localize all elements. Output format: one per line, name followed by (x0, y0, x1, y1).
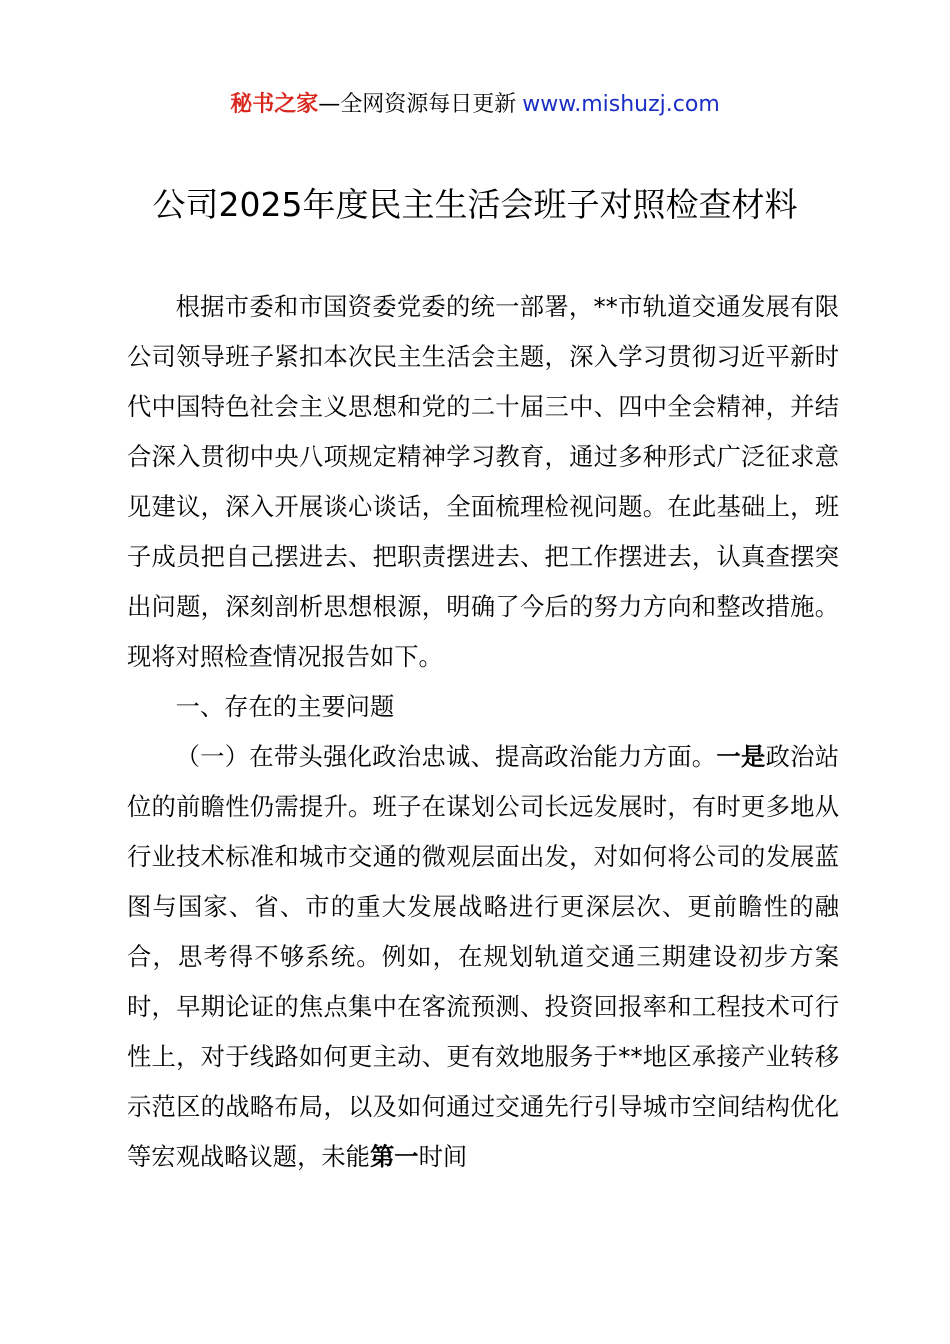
intro-paragraph: 根据市委和市国资委党委的统一部署，**市轨道交通发展有限公司领导班子紧扣本次民主生活会主题，深入学习贯彻习近平新时代中国特色社会主义思想和党的二十届三中、四中全会精神，并结合深入贯彻中央八项规定精神学习教育，通过多种形式广泛征求意见建议，深入开展谈心谈话，全面梳理检视问题。在此基础上，班子成员把自己摆进去、把职责摆进去、把工作摆进去，认真查摆突出问题，深刻剖析思想根源，明确了今后的努力方向和整改措施。现将对照检查情况报告如下。 (127, 292, 839, 671)
subsection-paragraph-1 (127, 732, 839, 1182)
point-lead-1: 一是 (716, 742, 766, 771)
point-tail-text: 时间 (418, 1142, 468, 1171)
document-title: 公司2025年度民主生活会班子对照检查材料 (152, 185, 798, 224)
site-brand: 秘书之家 (230, 92, 319, 117)
site-tagline: —全网资源每日更新 (318, 92, 517, 117)
site-banner (0, 88, 950, 122)
section-heading-1: 一、存在的主要问题 (175, 692, 395, 721)
document-body (127, 282, 839, 1182)
emphasis-text: 第一 (369, 1142, 419, 1171)
point-text-1: 政治站位的前瞻性仍需提升。班子在谋划公司长远发展时，有时更多地从行业技术标准和城市交通的微观层面出发，对如何将公司的发展蓝图与国家、省、市的重大发展战略进行更深层次、更前瞻性的融合，思考得不够系统。例如，在规划轨道交通三期建设初步方案时，早期论证的焦点集中在客流预测、投资回报率和工程技术可行性上，对于线路如何更主动、更有效地服务于**地区承接产业转移示范区的战略布局，以及如何通过交通先行引导城市空间结构优化等宏观战略议题，未能 (127, 742, 840, 1171)
site-url-link[interactable]: www.mishuzj.com (522, 92, 720, 117)
subsection-heading-1: （一）在带头强化政治忠诚、提高政治能力方面。 (175, 742, 717, 771)
